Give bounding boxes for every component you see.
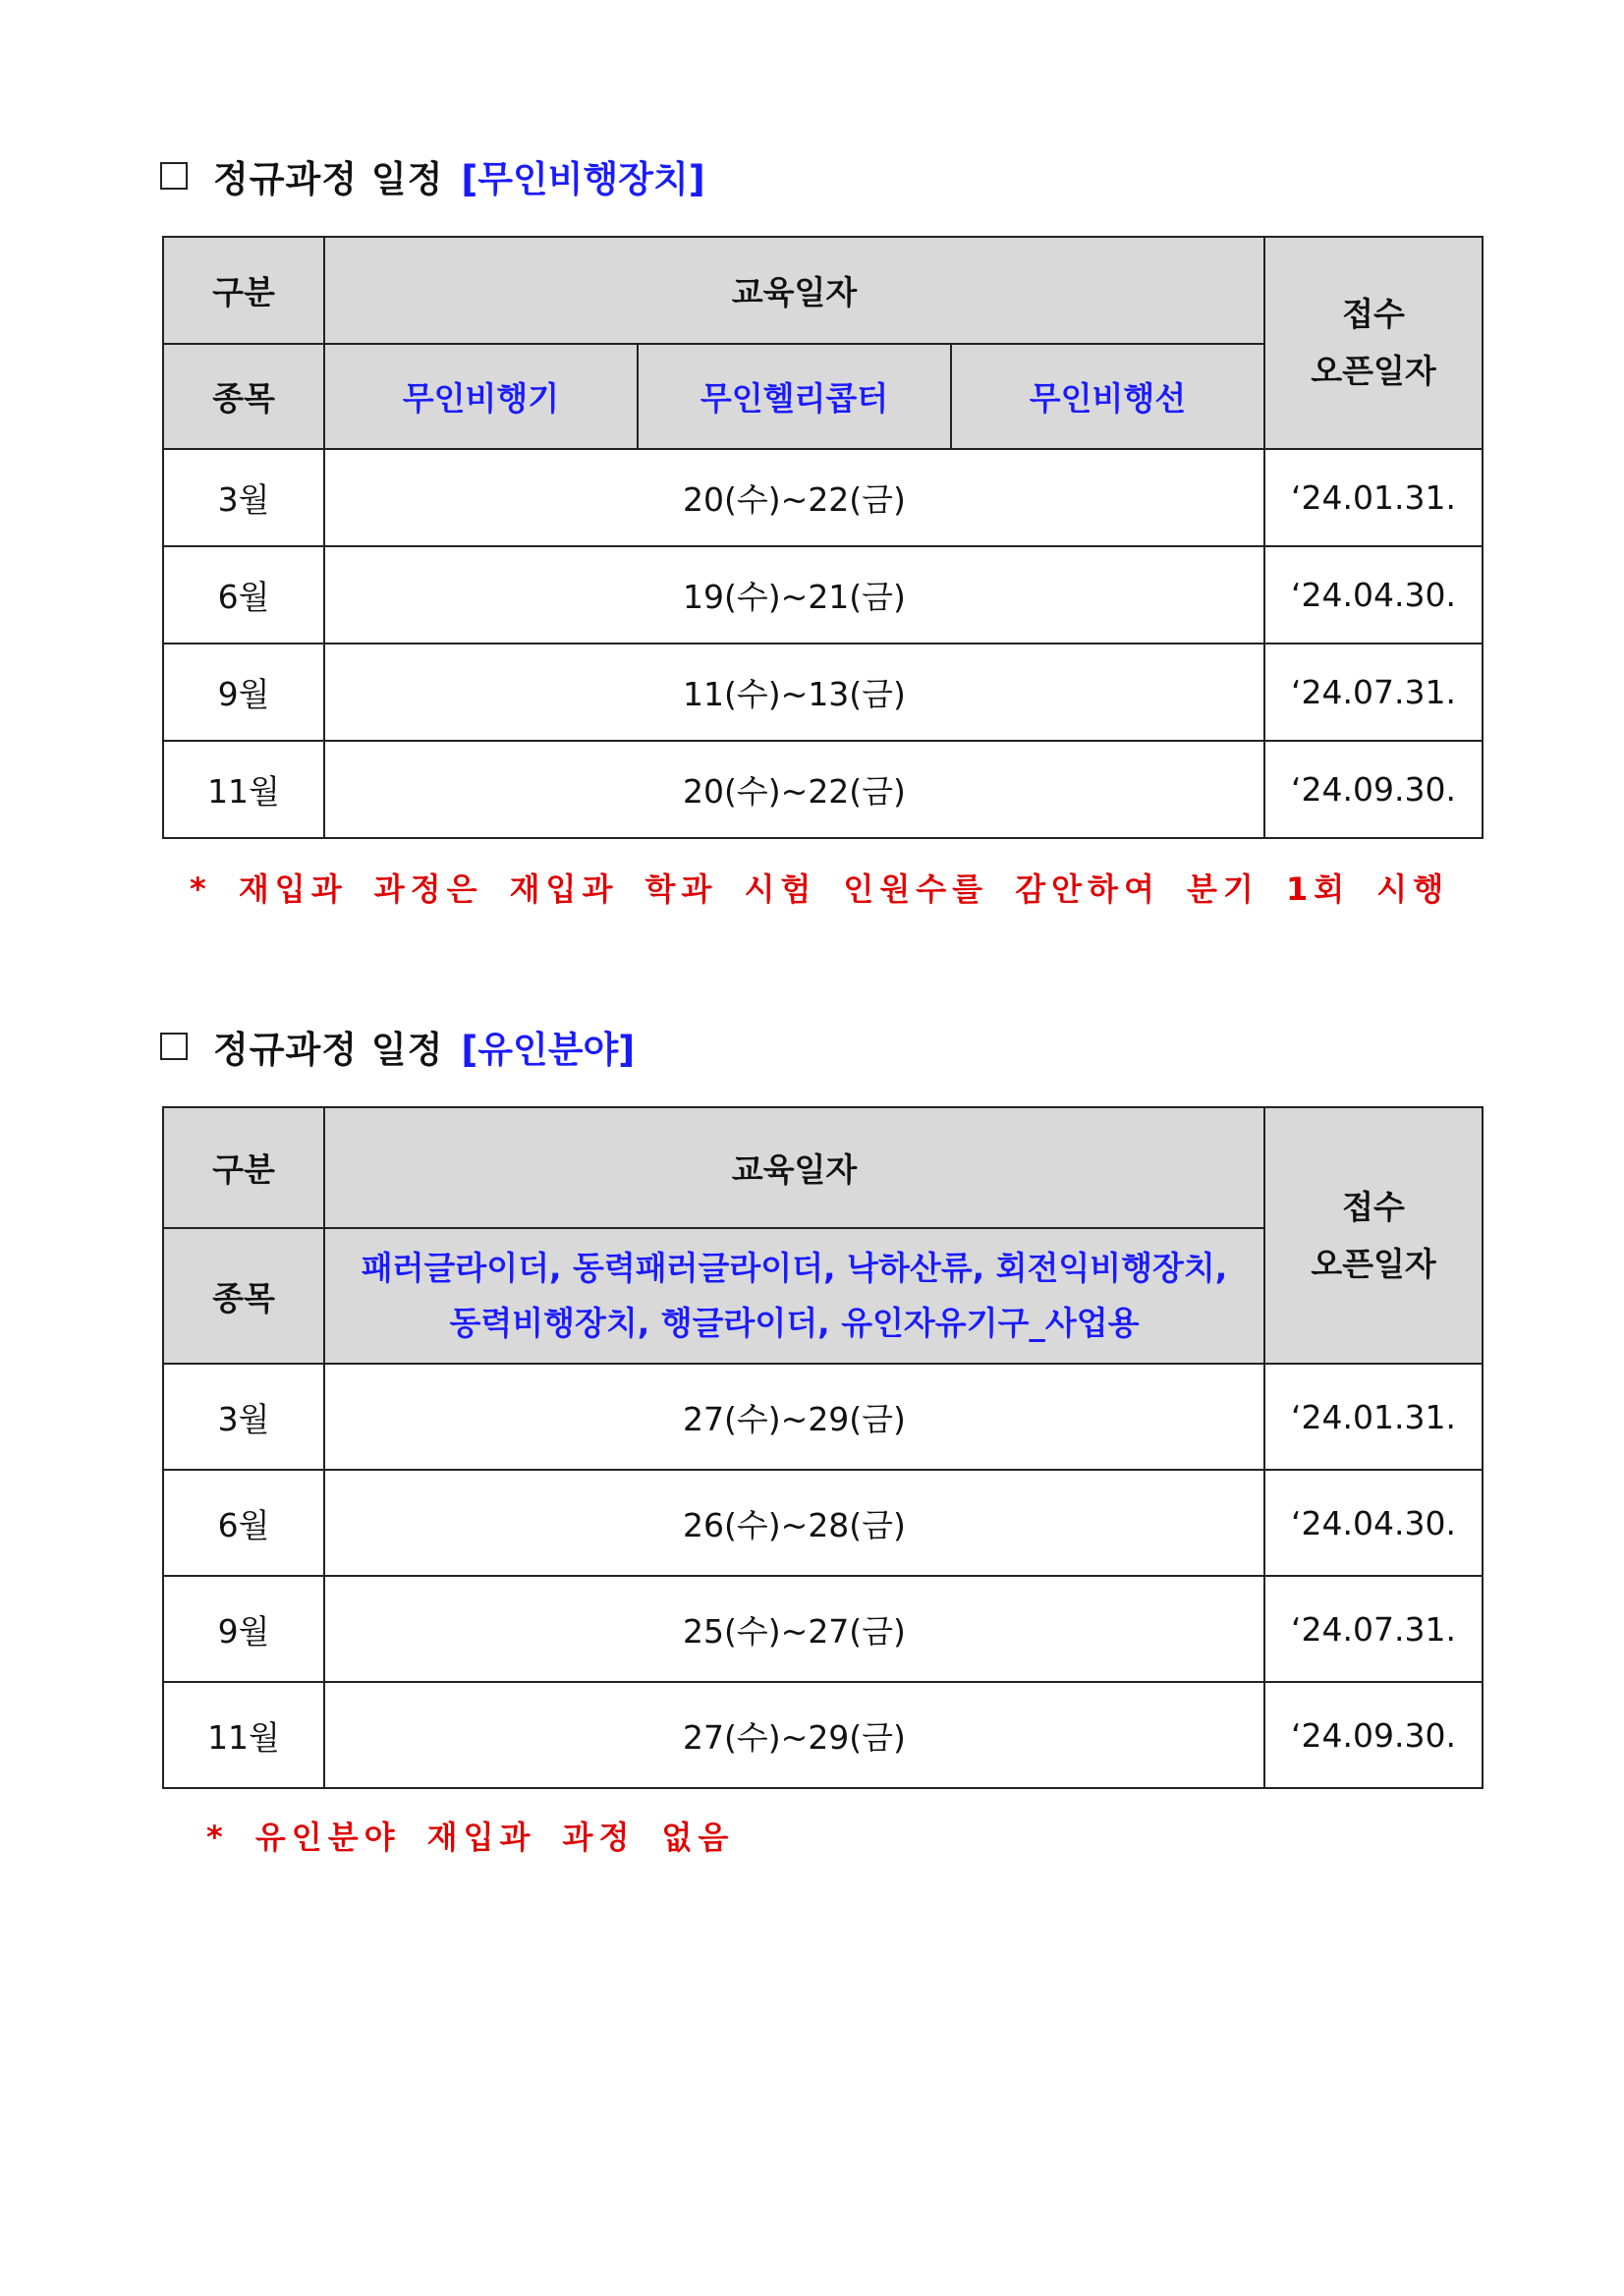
section1-title: 정규과정 일정 [213,158,444,200]
schedule-table-drones [162,236,1484,839]
open-date-cell: ‘24.07.31. [1264,644,1483,741]
month-cell: 3월 [163,1364,324,1470]
dates-cell: 20(수)~22(금) [324,741,1264,838]
open-date-cell: ‘24.01.31. [1264,449,1483,546]
section2-bracket: [유인분야] [461,1029,636,1071]
checkbox-icon [160,162,188,190]
header-open-date-line1: 접수 [1342,295,1405,333]
header-open-date [1264,1107,1483,1364]
header-open-date-line2: 오픈일자 [1311,352,1436,390]
table-row [163,546,1483,644]
dates-cell: 27(수)~29(금) [324,1682,1264,1788]
open-date-cell: ‘24.04.30. [1264,1470,1483,1576]
month-cell: 3월 [163,449,324,546]
month-cell: 11월 [163,741,324,838]
table-row [163,449,1483,546]
open-date-cell: ‘24.01.31. [1264,1364,1483,1470]
section1-heading [160,151,705,200]
open-date-cell: ‘24.09.30. [1264,741,1483,838]
category-cell: 무인비행기 [324,344,638,449]
section2-heading [160,1022,635,1071]
month-cell: 9월 [163,1576,324,1682]
table-row [163,1470,1483,1576]
section2-note: * 유인분야 재입과 과정 없음 [206,1819,735,1856]
open-date-cell: ‘24.04.30. [1264,546,1483,644]
open-date-cell: ‘24.07.31. [1264,1576,1483,1682]
table-row [163,1576,1483,1682]
category-cell: 무인비행선 [951,344,1264,449]
dates-cell: 26(수)~28(금) [324,1470,1264,1576]
month-cell: 6월 [163,546,324,644]
header-jongmok: 종목 [163,344,324,449]
table-row [163,644,1483,741]
category-line1: 패러글라이더, 동력패러글라이더, 낙하산류, 회전익비행장치, [361,1249,1228,1287]
table-row [163,741,1483,838]
header-open-date [1264,237,1483,449]
header-gubun: 구분 [163,1107,324,1228]
section2-title: 정규과정 일정 [213,1029,444,1071]
table-row [163,1682,1483,1788]
category-cell [324,1228,1264,1364]
open-date-cell: ‘24.09.30. [1264,1682,1483,1788]
header-edu-date: 교육일자 [324,1107,1264,1228]
dates-cell: 27(수)~29(금) [324,1364,1264,1470]
section1-bracket: [무인비행장치] [461,158,705,200]
header-open-date-line1: 접수 [1342,1187,1405,1226]
table-row [163,1364,1483,1470]
section1-note: * 재입과 과정은 재입과 학과 시험 인원수를 감안하여 분기 1회 시행 [190,870,1450,908]
dates-cell: 25(수)~27(금) [324,1576,1264,1682]
header-jongmok: 종목 [163,1228,324,1364]
header-gubun: 구분 [163,237,324,344]
schedule-table-manned [162,1106,1484,1789]
month-cell: 9월 [163,644,324,741]
checkbox-icon [160,1033,188,1060]
category-cell: 무인헬리콥터 [638,344,951,449]
month-cell: 11월 [163,1682,324,1788]
dates-cell: 20(수)~22(금) [324,449,1264,546]
month-cell: 6월 [163,1470,324,1576]
header-edu-date: 교육일자 [324,237,1264,344]
dates-cell: 19(수)~21(금) [324,546,1264,644]
category-line2: 동력비행장치, 행글라이더, 유인자유기구_사업용 [449,1304,1140,1342]
header-open-date-line2: 오픈일자 [1311,1244,1436,1283]
dates-cell: 11(수)~13(금) [324,644,1264,741]
